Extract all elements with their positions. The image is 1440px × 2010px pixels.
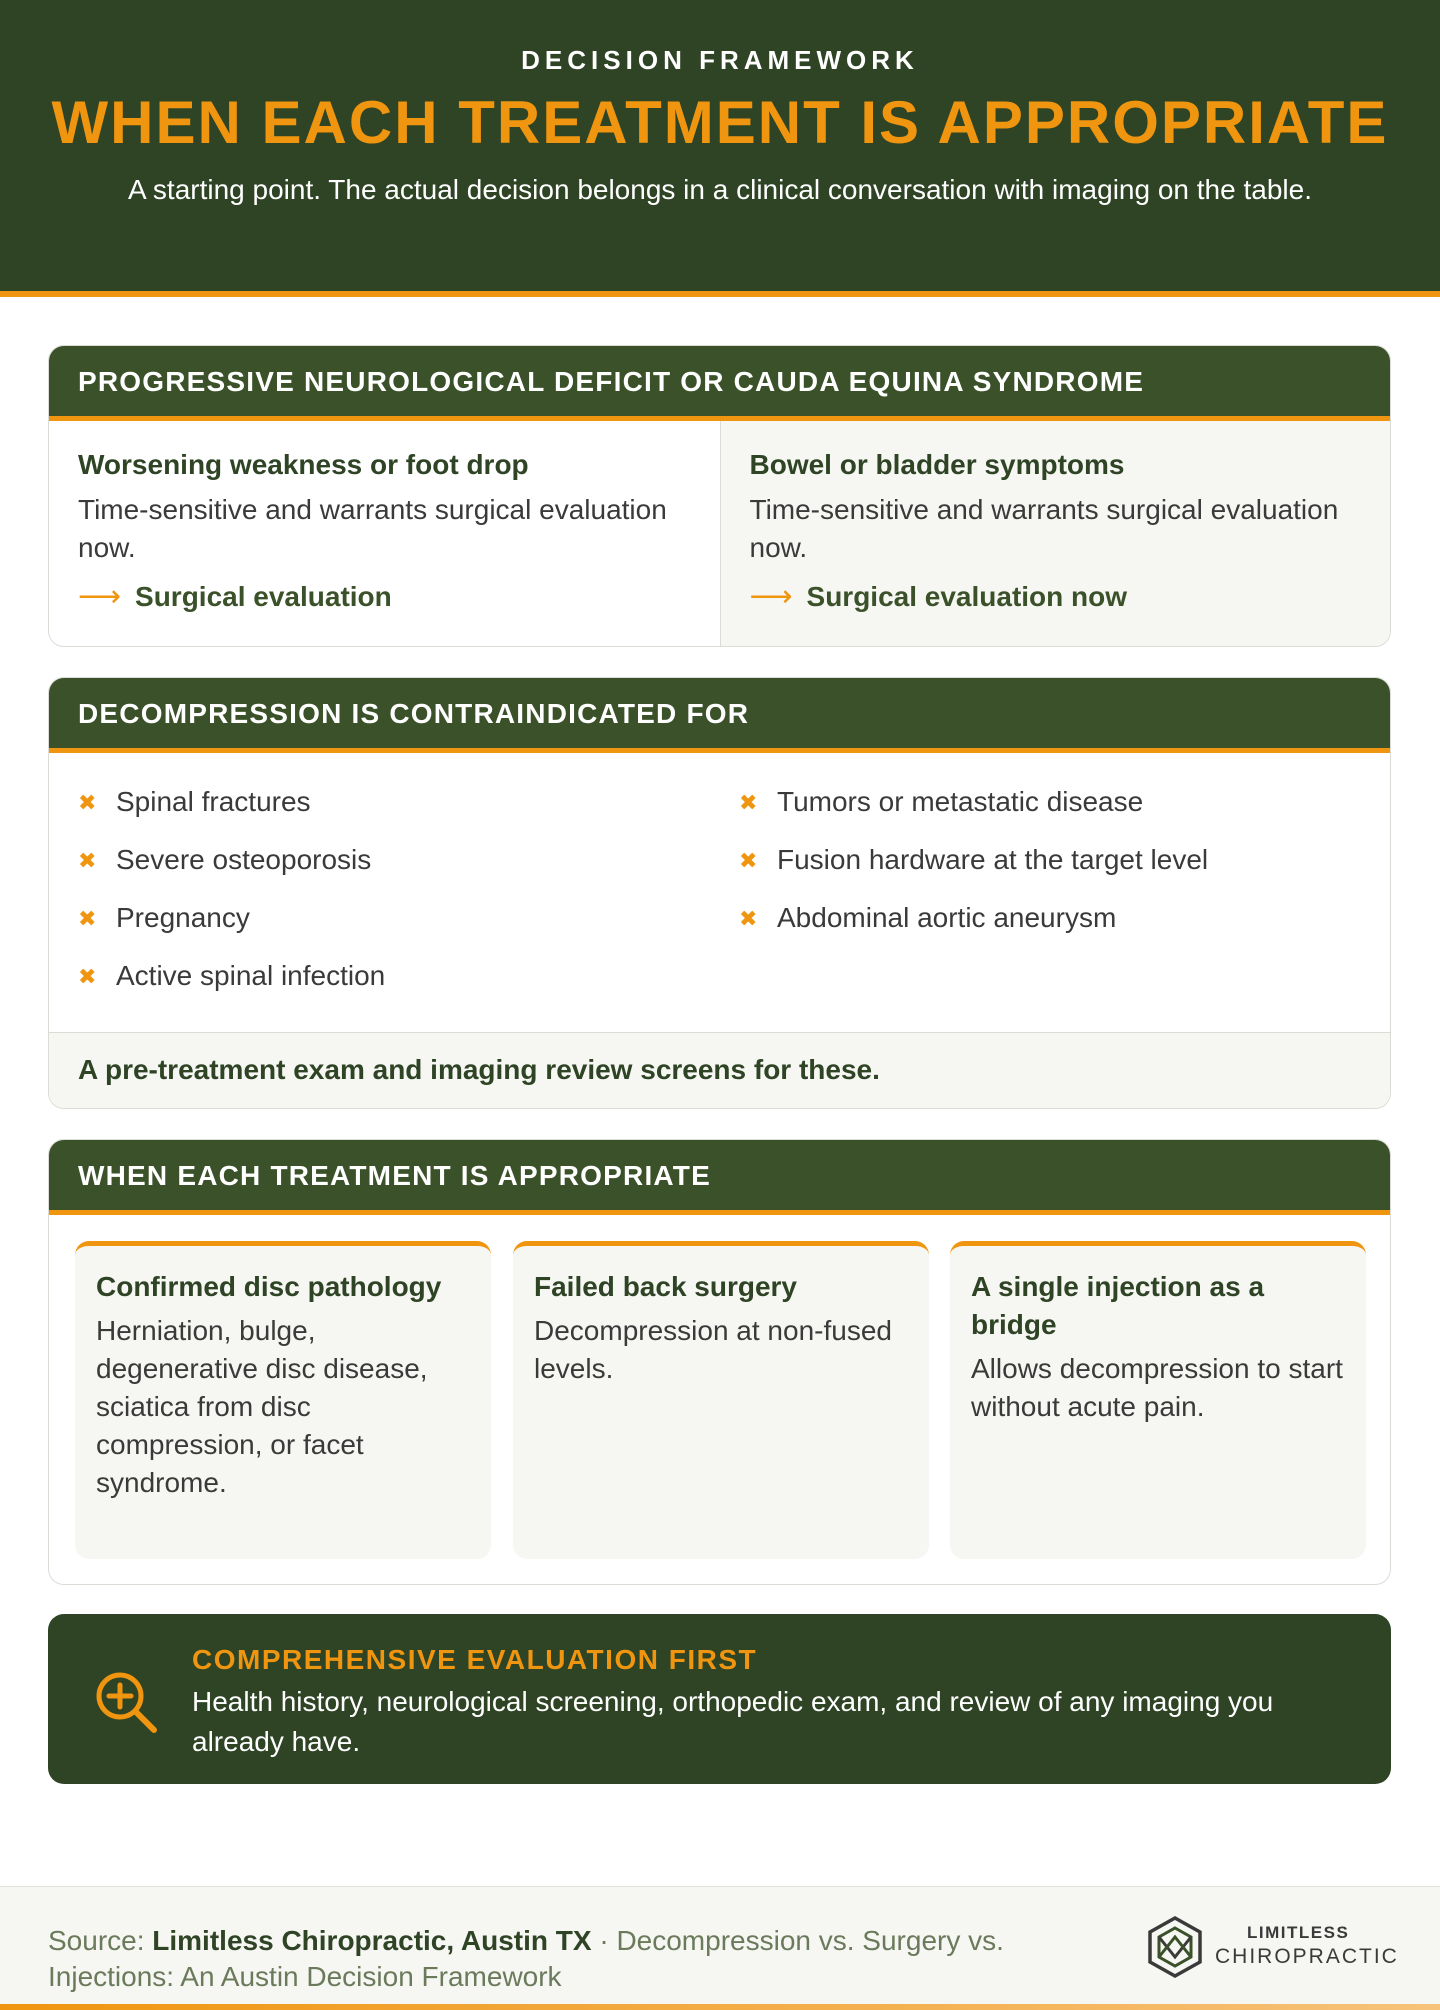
logo-line2: CHIROPRACTIC (1215, 1945, 1399, 1968)
brand-logo (1143, 1911, 1403, 1983)
emergency-columns (49, 421, 1390, 647)
treatment-card (75, 1241, 491, 1559)
list-item-label: Fusion hardware at the target level (777, 844, 1209, 875)
list-item (78, 784, 385, 842)
arrow-right-icon: ⟶ (78, 580, 122, 613)
source-label: Source: (48, 1925, 153, 1956)
list-item-label: Tumors or metastatic disease (777, 786, 1144, 817)
contraindications-footnote: A pre-treatment exam and imaging review screens for these. (49, 1032, 1390, 1108)
treatment-card (513, 1241, 929, 1559)
treatment-card-title: Confirmed disc pathology (96, 1271, 442, 1302)
emergency-item-action (78, 579, 691, 614)
emergency-item-action (750, 579, 1362, 614)
list-item-label: Pregnancy (116, 902, 250, 933)
magnifier-plus-icon (90, 1666, 166, 1742)
contraindications-body (49, 753, 1390, 1032)
evaluation-callout (48, 1614, 1391, 1784)
emergency-item-title: Worsening weakness or foot drop (78, 449, 529, 480)
emergency-item (720, 421, 1391, 647)
treatment-card (950, 1241, 1366, 1559)
appropriate-heading: WHEN EACH TREATMENT IS APPROPRIATE (49, 1140, 1390, 1215)
footer-accent-bar (0, 2004, 1440, 2010)
page-footer (0, 1886, 1440, 2010)
x-mark-icon: ✖ (78, 848, 97, 873)
x-mark-icon: ✖ (739, 848, 758, 873)
list-item (739, 900, 1208, 958)
contraindications-list-left (78, 784, 385, 1016)
list-item (739, 842, 1208, 900)
source-separator: · (591, 1925, 617, 1956)
contraindications-heading: DECOMPRESSION IS CONTRAINDICATED FOR (49, 678, 1390, 753)
list-item (78, 842, 385, 900)
list-item (739, 784, 1208, 842)
source-article: Decompression vs. Surgery vs. Injections: An Austin Decision Framework (48, 1925, 1004, 1992)
emergency-item-text: Time-sensitive and warrants surgical evaluation now. (78, 494, 667, 563)
appropriate-card (48, 1139, 1391, 1585)
emergency-item (49, 421, 720, 647)
callout-text: Health history, neurological screening, orthopedic exam, and review of any imaging you already have. (192, 1686, 1274, 1757)
logo-mark-icon (1143, 1915, 1207, 1979)
treatment-card-title: Failed back surgery (534, 1271, 798, 1302)
treatment-card-title: A single injection as a bridge (971, 1271, 1265, 1340)
emergency-item-action-label: Surgical evaluation now (806, 580, 1128, 612)
emergency-item-action-label: Surgical evaluation (135, 580, 392, 612)
list-item (78, 900, 385, 958)
x-mark-icon: ✖ (78, 906, 97, 931)
treatment-card-text: Herniation, bulge, degenerative disc disease, sciatica from disc compression, or facet syndrome. (96, 1315, 428, 1498)
emergency-card (48, 345, 1391, 647)
emergency-heading: PROGRESSIVE NEUROLOGICAL DEFICIT OR CAUDA EQUINA SYNDROME (49, 346, 1390, 421)
list-item-label: Active spinal infection (116, 960, 386, 991)
list-item-label: Spinal fractures (116, 786, 311, 817)
hero-header (0, 0, 1440, 297)
x-mark-icon: ✖ (739, 790, 758, 815)
x-mark-icon: ✖ (78, 790, 97, 815)
treatment-card-text: Allows decompression to start without acute pain. (971, 1353, 1343, 1422)
treatment-card-text: Decompression at non-fused levels. (534, 1315, 892, 1384)
arrow-right-icon: ⟶ (749, 580, 793, 613)
list-item-label: Abdominal aortic aneurysm (777, 902, 1117, 933)
emergency-item-title: Bowel or bladder symptoms (749, 449, 1125, 480)
page-title: WHEN EACH TREATMENT IS APPROPRIATE (51, 89, 1389, 156)
hero-kicker: DECISION FRAMEWORK (521, 45, 919, 75)
source-name: Limitless Chiropractic, Austin TX (152, 1925, 592, 1956)
logo-line1: LIMITLESS (1247, 1923, 1350, 1942)
emergency-item-text: Time-sensitive and warrants surgical evaluation now. (749, 494, 1339, 563)
contraindications-list-right (739, 784, 1208, 958)
list-item-label: Severe osteoporosis (116, 844, 372, 875)
source-citation (48, 1923, 1088, 1995)
x-mark-icon: ✖ (739, 906, 758, 931)
list-item (78, 958, 385, 1016)
page-subtitle: A starting point. The actual decision belongs in a clinical conversation with imaging on the table. (128, 174, 1312, 205)
callout-title: COMPREHENSIVE EVALUATION FIRST (192, 1644, 758, 1675)
x-mark-icon: ✖ (78, 964, 97, 989)
appropriate-body (49, 1215, 1390, 1585)
contraindications-card (48, 677, 1391, 1109)
